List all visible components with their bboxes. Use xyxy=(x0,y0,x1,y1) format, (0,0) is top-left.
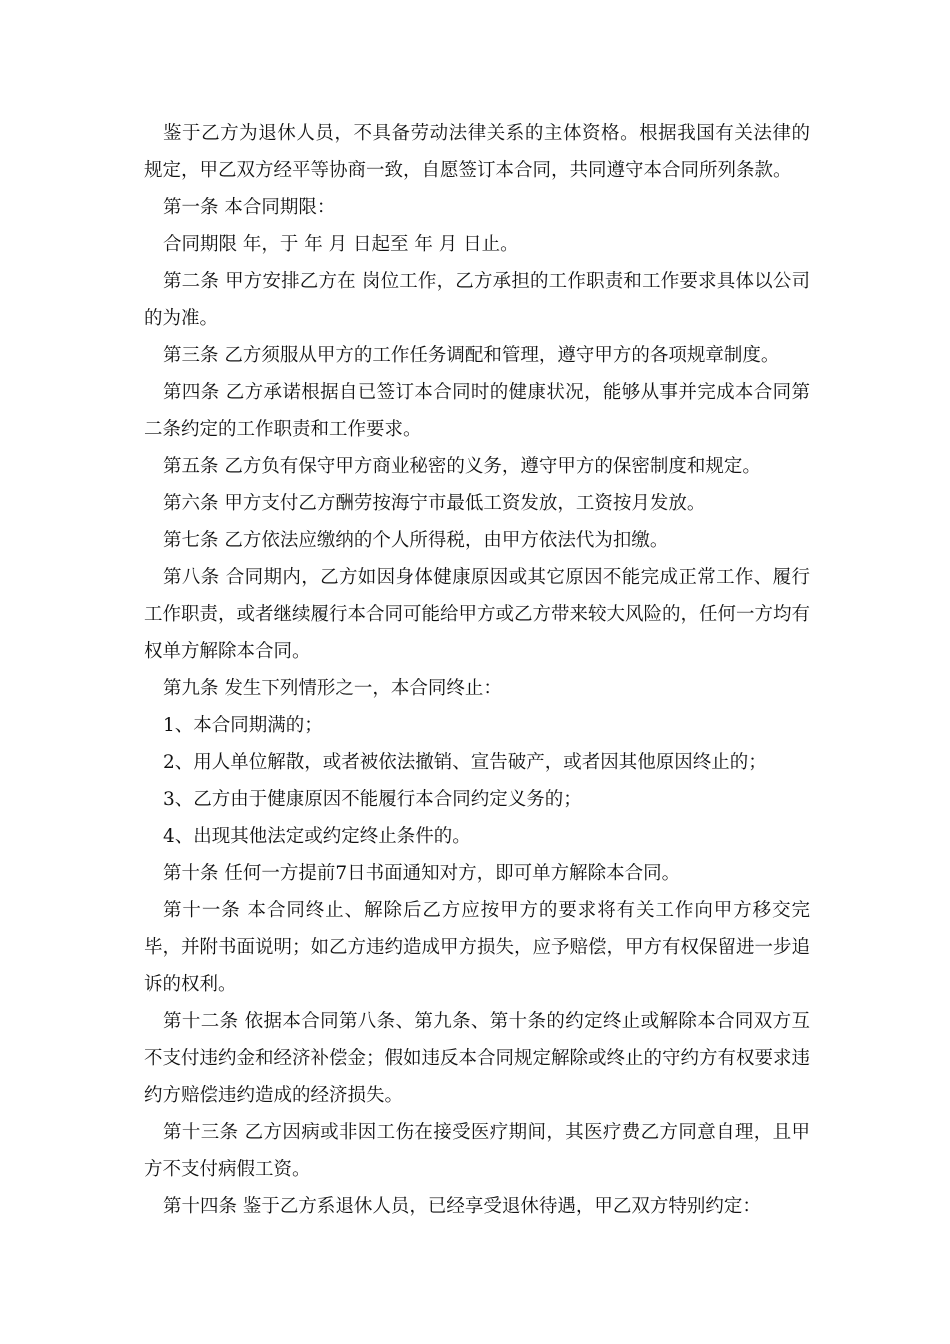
article-13-paragraph: 第十三条 乙方因病或非因工伤在接受医疗期间，其医疗费乙方同意自理，且甲方不支付病假工资。 xyxy=(144,1122,810,1180)
article-8-paragraph: 第八条 合同期内，乙方如因身体健康原因或其它原因不能完成正常工作、履行工作职责，或者继续履行本合同可能给甲方或乙方带来较大风险的，任何一方均有权单方解除本合同。 xyxy=(144,567,811,662)
termination-item-2: 2、用人单位解散，或者被依法撤销、宣告破产，或者因其他原因终止的； xyxy=(163,752,767,773)
contract-term-line: 合同期限 年，于 年 月 日起至 年 月 日止。 xyxy=(163,234,519,255)
article-2-paragraph: 第二条 甲方安排乙方在 岗位工作，乙方承担的工作职责和工作要求具体以公司的为准。 xyxy=(144,271,810,329)
preamble-paragraph: 鉴于乙方为退休人员，不具备劳动法律关系的主体资格。根据我国有关法律的规定，甲乙双方经平等协商一致，自愿签订本合同，共同遵守本合同所列条款。 xyxy=(144,123,810,181)
article-3-paragraph: 第三条 乙方须服从甲方的工作任务调配和管理，遵守甲方的各项规章制度。 xyxy=(163,345,780,366)
article-11-paragraph: 第十一条 本合同终止、解除后乙方应按甲方的要求将有关工作向甲方移交完毕，并附书面说明；如乙方违约造成甲方损失，应予赔偿，甲方有权保留进一步追诉的权利。 xyxy=(144,900,811,995)
article-14-paragraph: 第十四条 鉴于乙方系退休人员，已经享受退休待遇，甲乙双方特别约定： xyxy=(163,1196,761,1217)
article-5-paragraph: 第五条 乙方负有保守甲方商业秘密的义务，遵守甲方的保密制度和规定。 xyxy=(163,456,761,477)
article-1-heading: 第一条 本合同期限： xyxy=(163,197,336,218)
article-7-paragraph: 第七条 乙方依法应缴纳的个人所得税，由甲方依法代为扣缴。 xyxy=(163,530,669,551)
contract-body xyxy=(144,115,810,1225)
article-4-paragraph: 第四条 乙方承诺根据自已签订本合同时的健康状况，能够从事并完成本合同第二条约定的工作职责和工作要求。 xyxy=(144,382,810,440)
termination-item-3: 3、乙方由于健康原因不能履行本合同约定义务的； xyxy=(163,789,582,810)
article-6-paragraph: 第六条 甲方支付乙方酬劳按海宁市最低工资发放，工资按月发放。 xyxy=(163,493,706,514)
termination-item-4: 4、出现其他法定或约定终止条件的。 xyxy=(163,826,471,847)
termination-item-1: 1、本合同期满的； xyxy=(163,715,323,736)
article-9-heading: 第九条 发生下列情形之一，本合同终止： xyxy=(163,678,502,699)
article-12-paragraph: 第十二条 依据本合同第八条、第九条、第十条的约定终止或解除本合同双方互不支付违约金和经济补偿金；假如违反本合同规定解除或终止的守约方有权要求违约方赔偿违约造成的经济损失。 xyxy=(144,1011,811,1106)
article-10-paragraph: 第十条 任何一方提前7日书面通知对方，即可单方解除本合同。 xyxy=(163,863,681,884)
